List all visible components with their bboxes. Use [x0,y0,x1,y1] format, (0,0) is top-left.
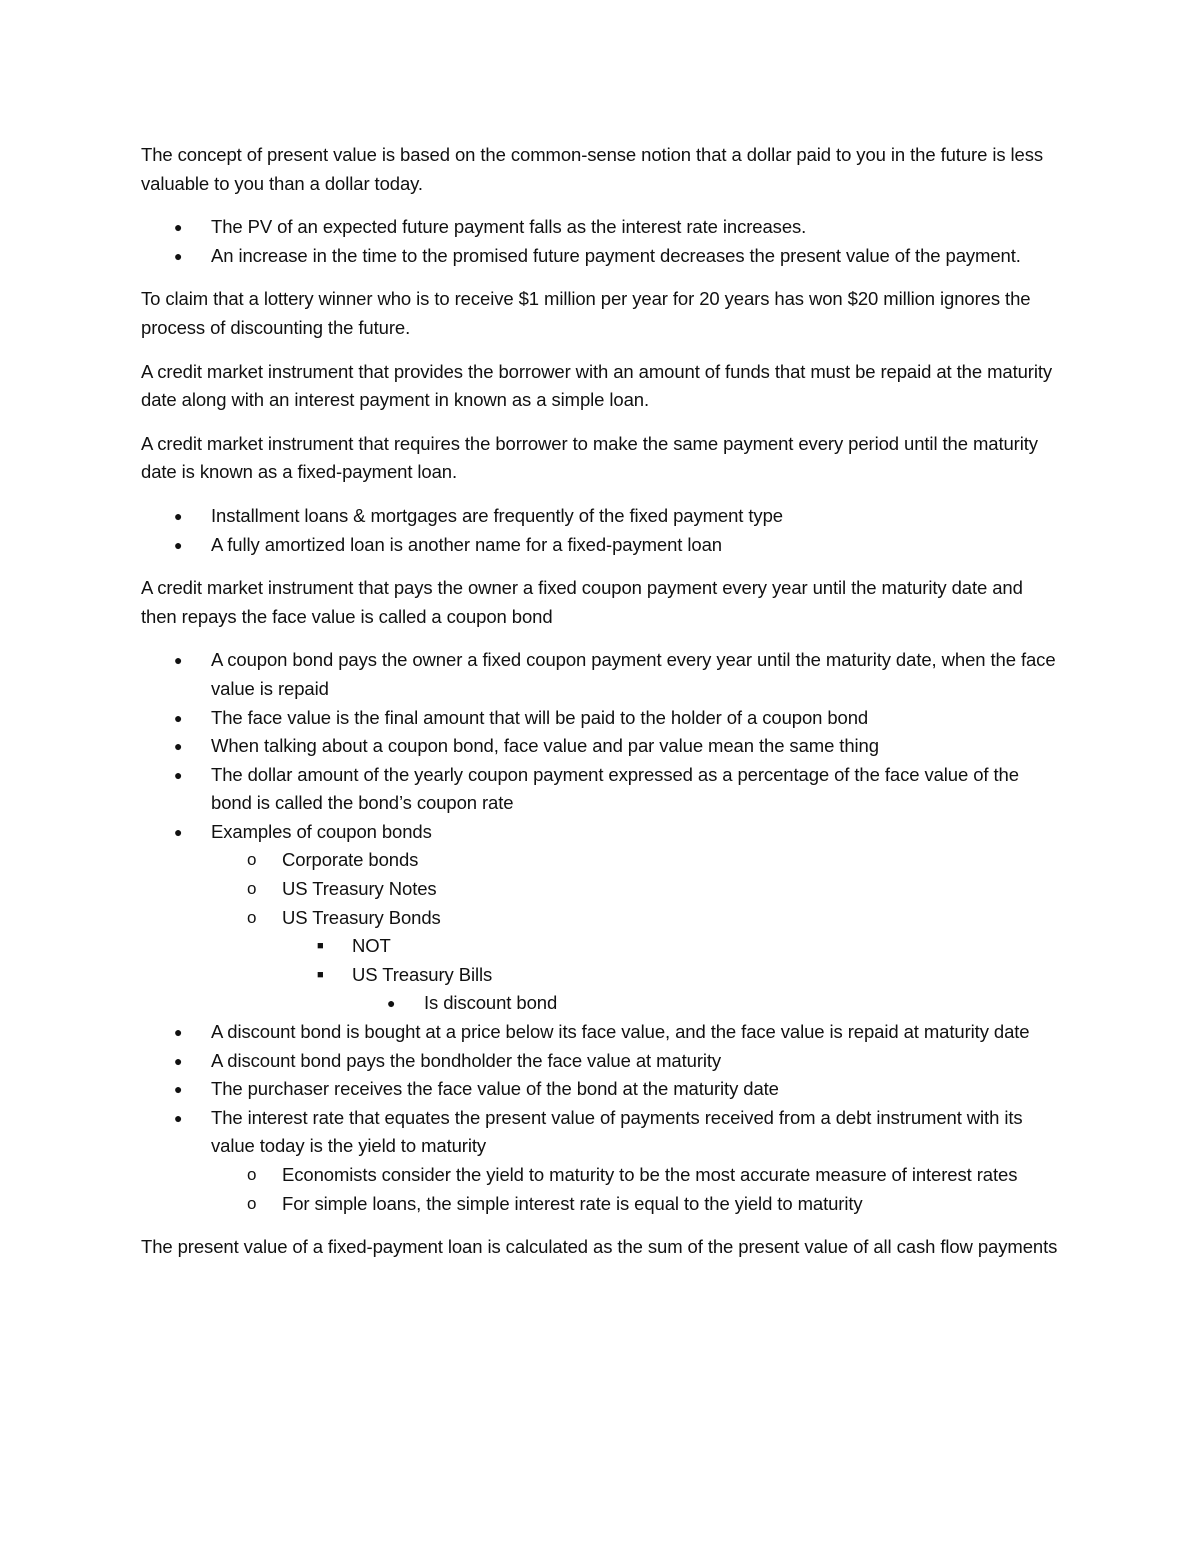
list-item [141,531,1061,560]
paragraph-present-value-concept: The concept of present value is based on the common-sense notion that a dollar paid to you in the future is less valuable to you than a dollar today. [141,144,1044,194]
list-item-text: US Treasury Notes [282,878,437,900]
list-item-text: Corporate bonds [282,849,419,871]
list-item-text: The interest rate that equates the present value of payments received from a debt instrument with its value today is the yield to maturity [211,1106,1023,1157]
list-item-text: When talking about a coupon bond, face value and par value mean the same thing [211,735,879,757]
bullet-dot-icon [174,242,182,271]
bullet-square-icon [317,932,324,961]
list-item-text: The PV of an expected future payment falls as the interest rate increases. [211,216,807,238]
bullet-dot-icon [174,704,182,733]
paragraph-lottery: To claim that a lottery winner who is to receive $1 million per year for 20 years has won $20 million ignores the process of discounting the future. [141,288,1031,338]
list-item [141,846,1061,875]
paragraph-simple-loan: A credit market instrument that provides the borrower with an amount of funds that must be repaid at the maturity date along with an interest payment in known as a simple loan. [141,360,1053,411]
list-item-text: NOT [352,935,391,957]
bullet-list-present-value [141,213,1061,270]
list-item-text: Installment loans & mortgages are frequently of the fixed payment type [211,504,783,526]
list-item [141,502,1061,531]
list-item [141,1190,1061,1219]
bullet-dot-icon [387,989,395,1018]
list-item [141,1047,1061,1076]
document-body [141,141,1061,1277]
bullet-dot-icon [174,213,182,242]
list-item [141,1075,1061,1104]
list-item-text: A coupon bond pays the owner a fixed coupon payment every year until the maturity date, when the face value is repaid [211,649,1056,699]
list-item [141,961,1061,990]
bullet-dot-icon [174,531,182,560]
list-item-text: US Treasury Bills [352,963,493,985]
list-item [141,932,1061,961]
bullet-dot-icon [174,1018,182,1047]
list-item [141,732,1061,761]
paragraph-coupon-bond: A credit market instrument that pays the owner a fixed coupon payment every year until the maturity date and then repays the face value is called a coupon bond [141,577,1023,627]
bullet-circle-icon [247,904,256,932]
bullet-circle-icon [247,875,256,903]
bullet-dot-icon [174,502,182,531]
paragraph-fixed-payment-pv: The present value of a fixed-payment loan is calculated as the sum of the present value of all cash flow payments [141,1236,1058,1258]
list-item-text: An increase in the time to the promised future payment decreases the present value of the payment. [211,244,1021,266]
bullet-circle-icon [247,846,256,874]
list-item [141,704,1061,733]
bullet-list-coupon-bond [141,646,1061,1218]
list-item [141,646,1061,703]
list-item-text: The purchaser receives the face value of the bond at the maturity date [211,1078,779,1100]
list-item [141,761,1061,818]
list-item-text: Is discount bond [424,992,558,1014]
list-item-text: The dollar amount of the yearly coupon payment expressed as a percentage of the face value of the bond is called the bond’s coupon rate [211,763,1019,814]
bullet-dot-icon [174,818,182,847]
list-item-text: Examples of coupon bonds [211,820,432,842]
list-item-text: Economists consider the yield to maturity to be the most accurate measure of interest rates [282,1164,1018,1185]
list-item [141,1018,1061,1047]
list-item-text: The face value is the final amount that will be paid to the holder of a coupon bond [211,706,869,728]
bullet-dot-icon [174,1047,182,1076]
list-item [141,1161,1061,1190]
paragraph-fixed-payment-loan: A credit market instrument that requires the borrower to make the same payment every period until the maturity date is known as a fixed-payment loan. [141,432,1038,483]
list-item [141,818,1061,847]
bullet-square-icon [317,961,324,990]
list-item-text: A discount bond pays the bondholder the face value at maturity [211,1049,722,1071]
list-item [141,213,1061,242]
bullet-list-fixed-payment [141,502,1061,559]
bullet-dot-icon [174,1104,182,1133]
bullet-dot-icon [174,646,182,675]
list-item [141,242,1061,271]
bullet-dot-icon [174,732,182,761]
list-item [141,1104,1061,1161]
list-item-text: A discount bond is bought at a price below its face value, and the face value is repaid at maturity date [211,1021,1030,1043]
list-item [141,875,1061,904]
list-item-text: US Treasury Bonds [282,906,441,928]
list-item-text: A fully amortized loan is another name for a fixed-payment loan [211,533,722,555]
bullet-circle-icon [247,1161,256,1189]
bullet-circle-icon [247,1190,256,1218]
bullet-dot-icon [174,761,182,790]
list-item [141,904,1061,933]
bullet-dot-icon [174,1075,182,1104]
list-item-text: For simple loans, the simple interest rate is equal to the yield to maturity [282,1192,863,1214]
list-item [141,989,1061,1018]
